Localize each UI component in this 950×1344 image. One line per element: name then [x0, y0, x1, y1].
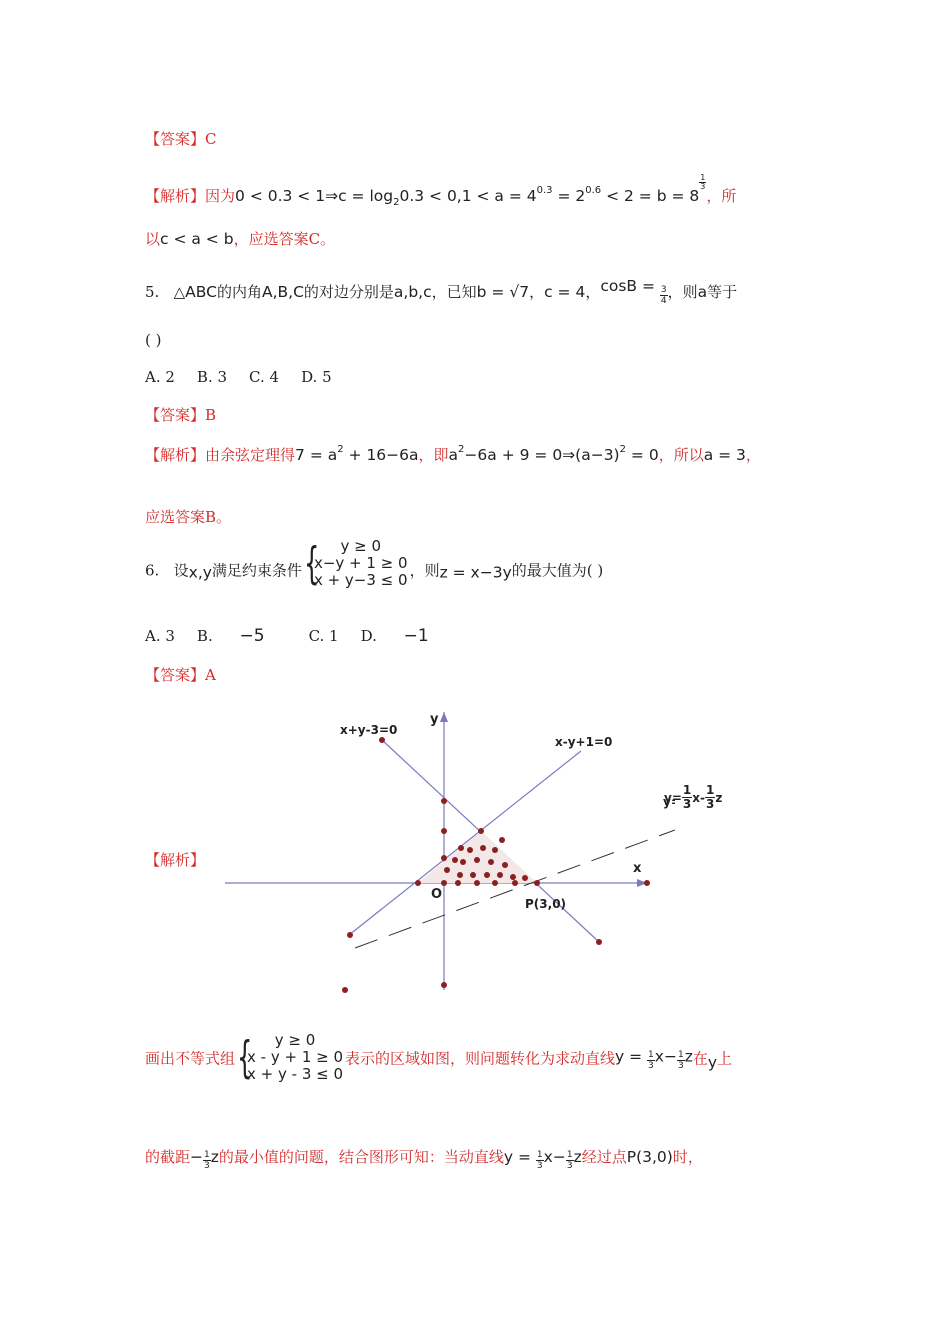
line-label-1: x+y-3=0: [340, 723, 398, 737]
math-expr: 7 = a: [295, 446, 338, 464]
objective-y: y: [663, 795, 671, 809]
answer-value: A: [205, 666, 216, 684]
math-expr: z: [684, 1047, 693, 1066]
exponent: 0.6: [585, 185, 602, 196]
math-expr: a,b,c: [393, 283, 432, 301]
constraint-row: x + y−3 ≤ 0: [313, 571, 408, 589]
math-expr: y: [707, 1053, 718, 1072]
math-expr: z = x−3y: [439, 563, 512, 582]
analysis-text: 因为: [205, 187, 236, 205]
stem-text: 等于: [707, 283, 738, 301]
objective-label: [664, 784, 722, 811]
frac: $\frac{1}{3}$: [536, 1150, 543, 1171]
analysis-text: 的最小值的问题，结合图形可知：当动直线: [218, 1148, 504, 1166]
math-expr: y =: [503, 1148, 536, 1166]
obj-frac-1: $\frac{1}{3}$: [682, 783, 692, 811]
math-expr: 0 < 0.3 < 1⇒c = log: [235, 187, 394, 205]
analysis-text: 以: [145, 230, 161, 248]
log-base: 2: [393, 197, 400, 208]
q5-stem: [145, 277, 737, 306]
math-expr: −6a + 9 = 0⇒(a−3): [464, 446, 620, 464]
answer-label: 【答案】: [145, 666, 206, 684]
math-expr: ABC: [185, 283, 217, 301]
math-expr: A,B,C: [261, 283, 304, 301]
q4-analysis-line1: [145, 174, 736, 208]
math-expr: + 16−6a: [343, 446, 419, 464]
analysis-text: 画出不等式组: [145, 1049, 236, 1068]
math-expr: x−: [543, 1148, 566, 1166]
stem-text: ，已知: [431, 283, 477, 301]
analysis-label: 【解析】: [145, 446, 206, 464]
obj-z: z: [715, 791, 723, 805]
x-axis-label: x: [633, 861, 642, 876]
option-b: B. −5: [196, 626, 265, 646]
line-label-2: x-y+1=0: [555, 735, 613, 749]
stem-text: ，: [529, 283, 545, 301]
analysis-text: 经过点: [581, 1148, 627, 1166]
point-p-label: P(3,0): [525, 897, 567, 911]
math-expr: c = 4: [544, 283, 586, 301]
cos-fraction: $\frac{3}{4}$: [660, 285, 667, 306]
option-d: D. 5: [301, 368, 332, 386]
answer-blank: ( ): [145, 331, 162, 349]
math-expr: x−: [654, 1047, 677, 1066]
exponent-fraction: $\frac{1}{3}$: [700, 173, 706, 191]
y-arrow: [440, 712, 448, 722]
answer-label: 【答案】: [145, 406, 206, 424]
analysis-text: 在: [692, 1049, 708, 1068]
q6-answer: [145, 664, 216, 685]
origin-label: O: [431, 887, 443, 902]
analysis-text: 的截距: [145, 1148, 191, 1166]
q5-analysis-line1: [145, 444, 761, 465]
option-c: C. 4: [249, 368, 280, 386]
analysis-text: ，应选答案C。: [233, 230, 336, 248]
math-expr: a: [448, 446, 459, 464]
frac: $\frac{1}{3}$: [648, 1049, 654, 1071]
constraint-system: { y ≥ 0 x−y + 1 ≥ 0 x + y−3 ≤ 0: [303, 537, 408, 589]
stem-text: ，则: [409, 561, 440, 580]
math-expr: z: [573, 1148, 582, 1166]
obj-y: y=: [664, 791, 682, 805]
answer-value: C: [205, 130, 217, 148]
stem-text: 设: [173, 561, 189, 580]
constraint-row: y ≥ 0: [274, 1031, 316, 1049]
exponent: 0.3: [536, 185, 553, 196]
math-expr: cosB =: [600, 277, 660, 295]
answer-value: B: [205, 406, 217, 424]
math-expr: b = √7: [476, 283, 530, 301]
frac: $\frac{1}{3}$: [204, 1150, 210, 1171]
math-expr: = 2: [552, 187, 586, 205]
math-expr: a = 3: [703, 446, 746, 464]
analysis-label: 【解析】: [145, 851, 206, 869]
math-expr: c < a < b: [160, 230, 234, 248]
q4-answer: [145, 128, 217, 149]
math-expr: 0.3 < 0,1 < a = 4: [399, 187, 537, 205]
option-b: B. 3: [196, 368, 228, 386]
objective-line: [355, 830, 675, 948]
exponent: 2: [337, 444, 344, 455]
math-expr: P(3,0): [626, 1148, 673, 1166]
triangle-symbol: △: [173, 283, 186, 301]
analysis-text: 应选答案B。: [145, 508, 232, 526]
constraint-row: x - y + 1 ≥ 0: [247, 1048, 344, 1066]
q6-options: [145, 626, 473, 646]
answer-label: 【答案】: [145, 130, 206, 148]
option-d: D. −1: [360, 626, 429, 646]
y-axis-label: y: [430, 712, 439, 727]
q5-answer: [145, 404, 216, 425]
constraint-system-2: { y ≥ 0 x - y + 1 ≥ 0 x + y - 3 ≤ 0: [237, 1031, 344, 1083]
math-expr: < 2 = b = 8: [601, 187, 700, 205]
option-c: C. 1: [308, 627, 339, 645]
stem-text: 的对边分别是: [303, 283, 394, 301]
q4-analysis-line2: [145, 228, 335, 249]
q6-stem: [145, 538, 603, 589]
analysis-text: 表示的区域如图，则问题转化为求动直线: [345, 1049, 616, 1068]
obj-x: x-: [692, 791, 705, 805]
q5-options: [145, 368, 354, 386]
math-expr: = 0: [625, 446, 659, 464]
obj-frac-2: $\frac{1}{3}$: [705, 783, 715, 811]
question-number: 5.: [145, 283, 160, 301]
stem-text: ，则: [667, 283, 698, 301]
stem-text: ，: [585, 283, 601, 301]
frac: $\frac{1}{3}$: [677, 1049, 684, 1071]
analysis-text: ，即: [418, 446, 449, 464]
analysis-text: 上: [717, 1049, 733, 1068]
frac: $\frac{1}{3}$: [566, 1150, 573, 1171]
analysis-text: 由余弦定理得: [205, 446, 296, 464]
exponent: 2: [458, 444, 465, 455]
exponent: 2: [619, 444, 626, 455]
feasible-region: [418, 831, 537, 883]
stem-text: 满足约束条件: [211, 561, 302, 580]
math-expr: x,y: [188, 563, 212, 582]
analysis-text: ，: [745, 446, 761, 464]
math-expr: −: [190, 1148, 204, 1166]
stem-text: 的内角: [216, 283, 262, 301]
math-expr: y =: [615, 1047, 648, 1066]
math-expr: z: [210, 1148, 219, 1166]
analysis-text: ，所: [706, 187, 737, 205]
feasible-region-figure: [215, 700, 675, 1004]
constraint-row: x + y - 3 ≤ 0: [247, 1065, 344, 1083]
analysis-label: 【解析】: [145, 187, 206, 205]
question-number: 6.: [145, 561, 160, 580]
q6-analysis-line2: [145, 1146, 703, 1171]
q5-blank: [145, 331, 161, 349]
constraint-row: x−y + 1 ≥ 0: [313, 554, 408, 572]
constraint-row: y ≥ 0: [340, 537, 382, 555]
analysis-text: 时，: [672, 1148, 703, 1166]
analysis-text: ，所以: [658, 446, 704, 464]
option-a: A. 3: [145, 627, 175, 645]
q6-analysis-label: [145, 849, 205, 870]
math-expr: a: [697, 283, 708, 301]
stem-text: 的最大值为( ): [511, 561, 604, 580]
q5-analysis-line2: [145, 506, 231, 527]
option-a: A. 2: [145, 368, 175, 386]
q6-analysis-line1: [145, 1032, 732, 1083]
